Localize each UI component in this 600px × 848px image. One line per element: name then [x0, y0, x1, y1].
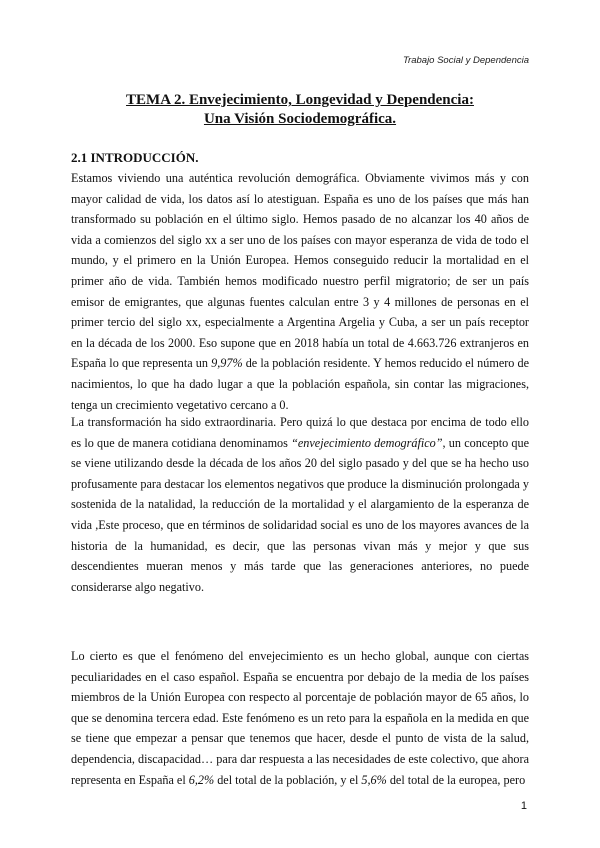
page-number: 1	[520, 800, 527, 812]
paragraph-1-text-b: de la población residente. Y hemos reducido el número de nacimientos, lo que ha dado lugar a que la población española, sin contar las migraciones, tenga un crecimiento vegetativo cercano a 0.	[71, 356, 530, 412]
paragraph-3-text-b: del total de la población, y el	[214, 772, 362, 787]
paragraph-2	[71, 412, 529, 597]
section-heading: 2.1 INTRODUCCIÓN.	[71, 150, 199, 165]
paragraph-3-text-c: del total de la europea, pero	[386, 772, 526, 787]
paragraph-3-text-a: Lo cierto es que el fenómeno del envejecimiento es un hecho global, aunque con ciertas peculiaridades en el caso español. España se encuentra por debajo de la media de los países miembros de la Unión Europea con respecto al porcentaje de población mayor de 65 años, lo que se denomina tercera edad. Este fenómeno es un reto para la española en la medida en que se tiene que empezar a pensar que tenemos que hacer, desde el punto de vista de la salud, dependencia, discapacidad… para dar respuesta a las necesidades de este colectivo, que ahora representa en España el	[71, 649, 529, 787]
paragraph-1-text-a: Estamos viviendo una auténtica revolución demográfica. Obviamente vivimos más y con mayor calidad de vida, los datos así lo atestiguan. España es uno de los países que más han transformado su población en el último siglo. Hemos pasado de no alcanzar los 40 años de vida a comienzos del siglo xx a ser uno de los países con mayor esperanza de vida de todo el mundo, y el primero en la Unión Europea. Hemos conseguido reducir la mortalidad en el primer año de vida. También hemos modificado nuestro perfil migratorio; de ser un país emisor de emigrantes, que algunas fuentes calculan entre 3 y 4 millones de personas en el primer tercio del siglo xx, especialmente a Argentina Argelia y Cuba, a ser un país receptor en la década de los 2000. Eso supone que en 2018 había un total de 4.663.726 extranjeros en España lo que representa un	[71, 171, 529, 371]
paragraph-2-quote: “envejecimiento demográfico”	[291, 435, 443, 450]
paragraph-3-percentage-1: 6,2%	[188, 772, 215, 787]
title-line-1: TEMA 2. Envejecimiento, Longevidad y Dependencia:	[126, 92, 474, 108]
paragraph-1	[71, 168, 529, 415]
running-header: Trabajo Social y Dependencia	[402, 55, 529, 66]
paragraph-1-percentage: 9,97%	[211, 356, 243, 371]
document-title	[0, 91, 600, 129]
paragraph-3	[71, 646, 529, 790]
paragraph-3-percentage-2: 5,6%	[361, 772, 387, 787]
paragraph-2-text-a: La transformación ha sido extraordinaria. Pero quizá lo que destaca por encima de todo ello es lo que de manera cotidiana denominamos	[71, 415, 529, 450]
paragraph-2-text-b: , un concepto que se viene utilizando desde la década de los años 20 del siglo pasado y del que se ha hecho uso profusamente para destacar los elementos negativos que produce la disminución prolongada y sostenida de la natalidad, la reducción de la mortalidad y el alargamiento de la esperanza de vida ,Este proceso, que en términos de solidaridad social es uno de los mayores avances de la historia de la humanidad, es decir, que las personas vivan más y mejor y que sus descendientes mueran menos y más tarde que las generaciones anteriores, no puede considerarse algo negativo.	[71, 435, 529, 594]
title-line-2: Una Visión Sociodemográfica.	[203, 111, 397, 127]
